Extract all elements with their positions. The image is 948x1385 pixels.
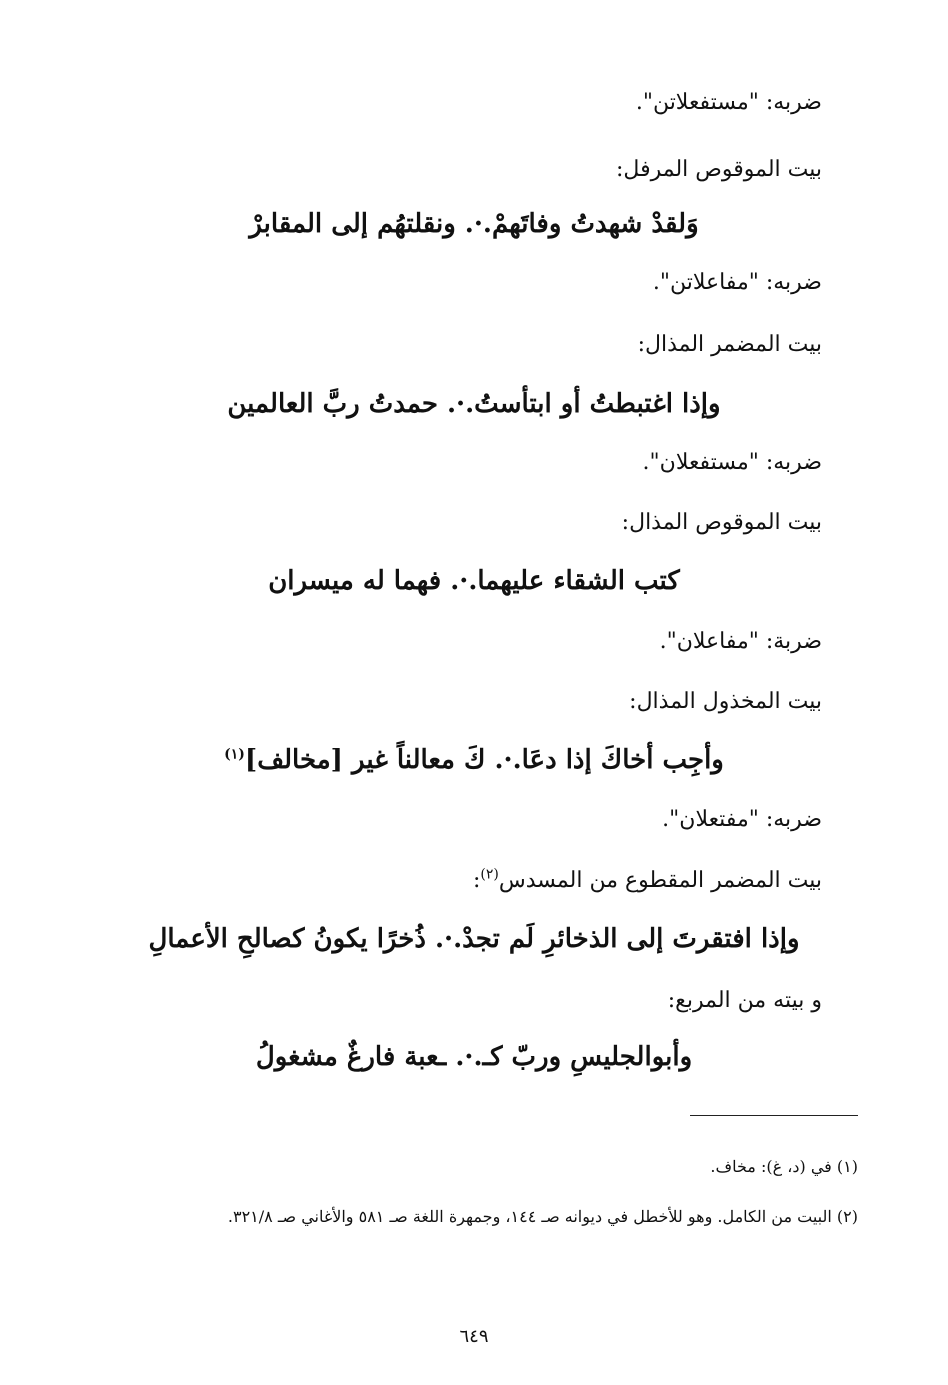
text-line-meter-1: ضربه: "مستفعلاتن". (635, 90, 822, 115)
page-number: ٦٤٩ (459, 1326, 489, 1347)
text-line-heading-1: بيت الموقوص المرفل: (616, 157, 822, 182)
text-line-heading-6: و بيته من المربع: (667, 988, 822, 1013)
verse-4 (100, 743, 848, 777)
verse-6: وأبوالجليسِ وربّ كـ.·. ـعبة فارغٌ مشغولُ (255, 1042, 693, 1072)
text-line-meter-4: ضربة: "مفاعلان". (659, 629, 822, 654)
verse-2: وإذا اغتبطتُ أو ابتأستُ.·. حمدتُ ربَّ العالمين (227, 389, 721, 419)
text-line-meter-2: ضربه: "مفاعلاتن". (652, 270, 822, 295)
text-line-meter-3: ضربه: "مستفعلان". (642, 450, 822, 475)
verse-3: كتب الشقاء عليهما.·. فهما له ميسران (268, 566, 680, 596)
text-line-meter-5: ضربه: "مفتعلان". (662, 807, 822, 832)
verse-5: وإذا افتقرتَ إلى الذخائرِ لَم تجدْ.·. ذُخرًا يكونُ كصالحِ الأعمالِ (148, 924, 800, 954)
text-line-heading-5 (100, 866, 822, 896)
verse-4-text: وأجِب أخاكَ إذا دعَا.·. كَ معالناً غير [مخالف] (244, 745, 724, 775)
footnote-1: (١) في (د، غ): مخاف. (710, 1157, 858, 1176)
footnote-separator (690, 1115, 858, 1116)
text-line-heading-4: بيت المخذول المذال: (629, 689, 822, 714)
text-line-heading-2: بيت المضمر المذال: (637, 332, 822, 357)
footnote-ref-2: (٢) (480, 866, 499, 883)
text-line-heading-3: بيت الموقوص المذال: (621, 510, 822, 535)
verse-1: وَلقدْ شهدتُ وفاتَهمْ.·. ونقلتهُم إلى المقابرْ (249, 209, 699, 239)
heading-5-text: بيت المضمر المقطوع من المسدس (498, 868, 822, 893)
heading-5-colon: : (473, 868, 481, 893)
footnote-2: (٢) البيت من الكامل. وهو للأخطل في ديوانه صـ ١٤٤، وجمهرة اللغة صـ ٥٨١ والأغاني صـ ٣٢١/٨. (227, 1207, 858, 1226)
footnote-ref-1: (١) (224, 746, 245, 763)
